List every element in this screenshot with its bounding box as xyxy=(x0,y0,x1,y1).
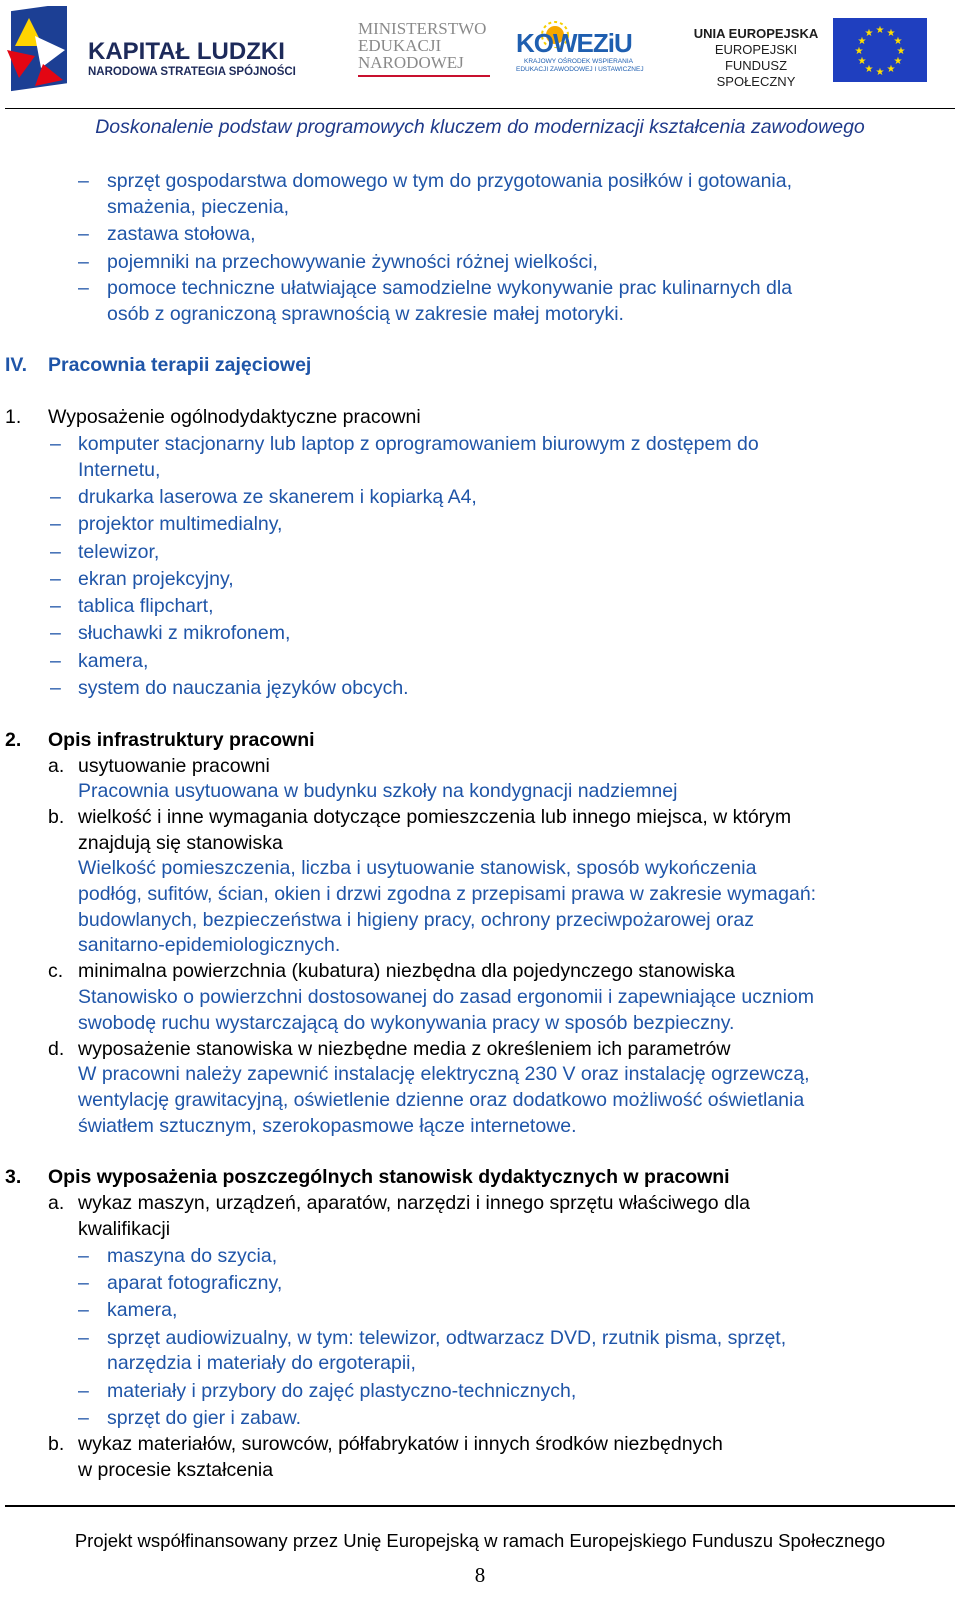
s2-number: 2. xyxy=(5,729,22,751)
eu-flag-icon xyxy=(833,18,927,82)
s3-a-label: a. xyxy=(48,1192,65,1214)
koweziu-sub1: KRAJOWY OŚRODEK WSPIERANIA xyxy=(524,58,633,65)
list-item: sprzęt gospodarstwa domowego w tym do przygotowania posiłków i gotowania, xyxy=(107,170,793,192)
list-item-cont: osób z ograniczoną sprawnością w zakresie małej motoryki. xyxy=(107,303,624,325)
s3-b-title: wykaz materiałów, surowców, półfabrykatów i innych środków niezbędnych xyxy=(78,1433,723,1455)
ue-text xyxy=(690,26,822,90)
svg-text:★: ★ xyxy=(893,56,903,67)
ue-line-3: FUNDUSZ SPOŁECZNY xyxy=(716,58,796,89)
s2-d-text: wentylację grawitacyjną, oświetlenie dzienne oraz dodatkowo możliwość oświetlania xyxy=(78,1089,805,1111)
list-item: maszyna do szycia, xyxy=(107,1245,278,1267)
list-item: zastawa stołowa, xyxy=(107,223,256,245)
s3-a-title-cont: kwalifikacji xyxy=(78,1218,171,1240)
list-item: komputer stacjonarny lub laptop z oprogramowaniem biurowym z dostępem do xyxy=(78,433,759,455)
svg-text:★: ★ xyxy=(857,56,867,67)
s2-b-text: Wielkość pomieszczenia, liczba i usytuowanie stanowisk, sposób wykończenia xyxy=(78,857,757,879)
men-line: EDUKACJI xyxy=(358,36,442,55)
s2-c-text: Stanowisko o powierzchni dostosowanej do zasad ergonomii i zapewniające uczniom xyxy=(78,986,814,1008)
list-item-cont: Internetu, xyxy=(78,459,161,481)
svg-text:★: ★ xyxy=(864,64,874,75)
s2-b-label: b. xyxy=(48,806,65,828)
list-item-cont: smażenia, pieczenia, xyxy=(107,196,290,218)
dash-bullet: – xyxy=(78,277,89,299)
s3-b-label: b. xyxy=(48,1433,65,1455)
section-title: Pracownia terapii zajęciowej xyxy=(48,354,312,376)
s2-d-text: W pracowni należy zapewnić instalację elektryczną 230 V oraz instalację ogrzewczą, xyxy=(78,1063,810,1085)
men-line: NARODOWEJ xyxy=(358,53,464,72)
s2-b-title-cont: znajdują się stanowiska xyxy=(78,832,283,854)
dash-bullet: – xyxy=(50,433,61,455)
dash-bullet: – xyxy=(78,170,89,192)
s2-c-label: c. xyxy=(48,960,64,982)
dash-bullet: – xyxy=(78,1272,89,1294)
dash-bullet: – xyxy=(50,650,61,672)
svg-text:★: ★ xyxy=(875,25,885,36)
dash-bullet: – xyxy=(78,1327,89,1349)
svg-text:★: ★ xyxy=(857,36,867,47)
list-item: materiały i przybory do zajęć plastyczno-technicznych, xyxy=(107,1380,577,1402)
kapital-ludzki-title: KAPITAŁ LUDZKI xyxy=(88,38,285,65)
list-item: drukarka laserowa ze skanerem i kopiarką A4, xyxy=(78,486,477,508)
s2-d-title: wyposażenie stanowiska w niezbędne media z określeniem ich parametrów xyxy=(78,1038,731,1060)
header-rule xyxy=(5,108,955,109)
s2-b-text: sanitarno-epidemiologicznych. xyxy=(78,934,341,956)
s2-b-title: wielkość i inne wymagania dotyczące pomieszczenia lub innego miejsca, w którym xyxy=(78,806,792,828)
s2-b-text: podłóg, sufitów, ścian, okien i drzwi zgodna z przepisami prawa w zakresie wymagań: xyxy=(78,883,817,905)
footer-text: Projekt współfinansowany przez Unię Europejską w ramach Europejskiego Funduszu Społecznego xyxy=(74,1530,886,1551)
men-underline xyxy=(358,75,490,77)
svg-text:★: ★ xyxy=(864,28,874,39)
list-item: sprzęt do gier i zabaw. xyxy=(107,1407,302,1429)
s2-d-text: światłem sztucznym, szerokopasmowe łącze internetowe. xyxy=(78,1115,577,1137)
s2-a-text: Pracownia usytuowana w budynku szkoły na kondygnacji nadziemnej xyxy=(78,780,678,802)
list-item: projektor multimedialny, xyxy=(78,513,283,535)
s2-a-label: a. xyxy=(48,755,65,777)
s2-title: Opis infrastruktury pracowni xyxy=(48,729,315,751)
dash-bullet: – xyxy=(78,1380,89,1402)
kapital-ludzki-emblem-icon xyxy=(5,6,85,98)
s3-b-title-cont: w procesie kształcenia xyxy=(78,1459,274,1481)
list-item: aparat fotograficzny, xyxy=(107,1272,283,1294)
dash-bullet: – xyxy=(50,568,61,590)
s2-c-text: swobodę ruchu wystarczającą do wykonywania pracy w sposób bezpieczny. xyxy=(78,1012,735,1034)
page-number: 8 xyxy=(474,1563,486,1587)
svg-text:★: ★ xyxy=(886,64,896,75)
s1-number: 1. xyxy=(5,406,22,428)
koweziu-sub2: EDUKACJI ZAWODOWEJ I USTAWICZNEJ xyxy=(516,66,644,73)
ue-line-1: UNIA EUROPEJSKA xyxy=(693,26,819,41)
footer-rule xyxy=(5,1505,955,1507)
list-item: ekran projekcyjny, xyxy=(78,568,234,590)
dash-bullet: – xyxy=(78,251,89,273)
dash-bullet: – xyxy=(50,513,61,535)
svg-text:★: ★ xyxy=(886,28,896,39)
s3-title: Opis wyposażenia poszczególnych stanowisk dydaktycznych w pracowni xyxy=(48,1166,730,1188)
dash-bullet: – xyxy=(50,541,61,563)
s1-title: Wyposażenie ogólnodydaktyczne pracowni xyxy=(48,406,421,428)
svg-text:★: ★ xyxy=(854,46,864,57)
header-logos xyxy=(0,0,960,100)
dash-bullet: – xyxy=(78,1407,89,1429)
list-item: sprzęt audiowizualny, w tym: telewizor, odtwarzacz DVD, rzutnik pisma, sprzęt, xyxy=(107,1327,787,1349)
list-item-cont: narzędzia i materiały do ergoterapii, xyxy=(107,1352,416,1374)
header-subtitle: Doskonalenie podstaw programowych kluczem do modernizacji kształcenia zawodowego xyxy=(95,116,865,138)
s2-c-title: minimalna powierzchnia (kubatura) niezbędna dla pojedynczego stanowiska xyxy=(78,960,735,982)
list-item: system do nauczania języków obcych. xyxy=(78,677,409,699)
s2-b-text: budowlanych, bezpieczeństwa i higieny pracy, ochrony przeciwpożarowej oraz xyxy=(78,909,754,931)
list-item: słuchawki z mikrofonem, xyxy=(78,622,291,644)
kapital-ludzki-subtitle: NARODOWA STRATEGIA SPÓJNOŚCI xyxy=(88,66,296,78)
s2-a-title: usytuowanie pracowni xyxy=(78,755,270,777)
s2-d-label: d. xyxy=(48,1038,65,1060)
men-line: MINISTERSTWO xyxy=(358,19,487,38)
ue-line-2: EUROPEJSKI xyxy=(714,42,798,57)
dash-bullet: – xyxy=(78,1299,89,1321)
list-item: pojemniki na przechowywanie żywności różnej wielkości, xyxy=(107,251,598,273)
koweziu-title: KOWEZiU xyxy=(516,28,632,58)
list-item: telewizor, xyxy=(78,541,160,563)
list-item: kamera, xyxy=(78,650,149,672)
svg-text:★: ★ xyxy=(875,67,885,78)
list-item: kamera, xyxy=(107,1299,178,1321)
dash-bullet: – xyxy=(50,677,61,699)
list-item: tablica flipchart, xyxy=(78,595,214,617)
men-logo xyxy=(358,20,486,71)
dash-bullet: – xyxy=(50,486,61,508)
dash-bullet: – xyxy=(78,223,89,245)
section-number: IV. xyxy=(5,354,28,376)
svg-text:★: ★ xyxy=(896,46,906,57)
dash-bullet: – xyxy=(50,622,61,644)
s3-a-title: wykaz maszyn, urządzeń, aparatów, narzędzi i innego sprzętu właściwego dla xyxy=(78,1192,751,1214)
list-item: pomoce techniczne ułatwiające samodzielne wykonywanie prac kulinarnych dla xyxy=(107,277,793,299)
dash-bullet: – xyxy=(50,595,61,617)
dash-bullet: – xyxy=(78,1245,89,1267)
svg-text:★: ★ xyxy=(893,36,903,47)
s3-number: 3. xyxy=(5,1166,22,1188)
